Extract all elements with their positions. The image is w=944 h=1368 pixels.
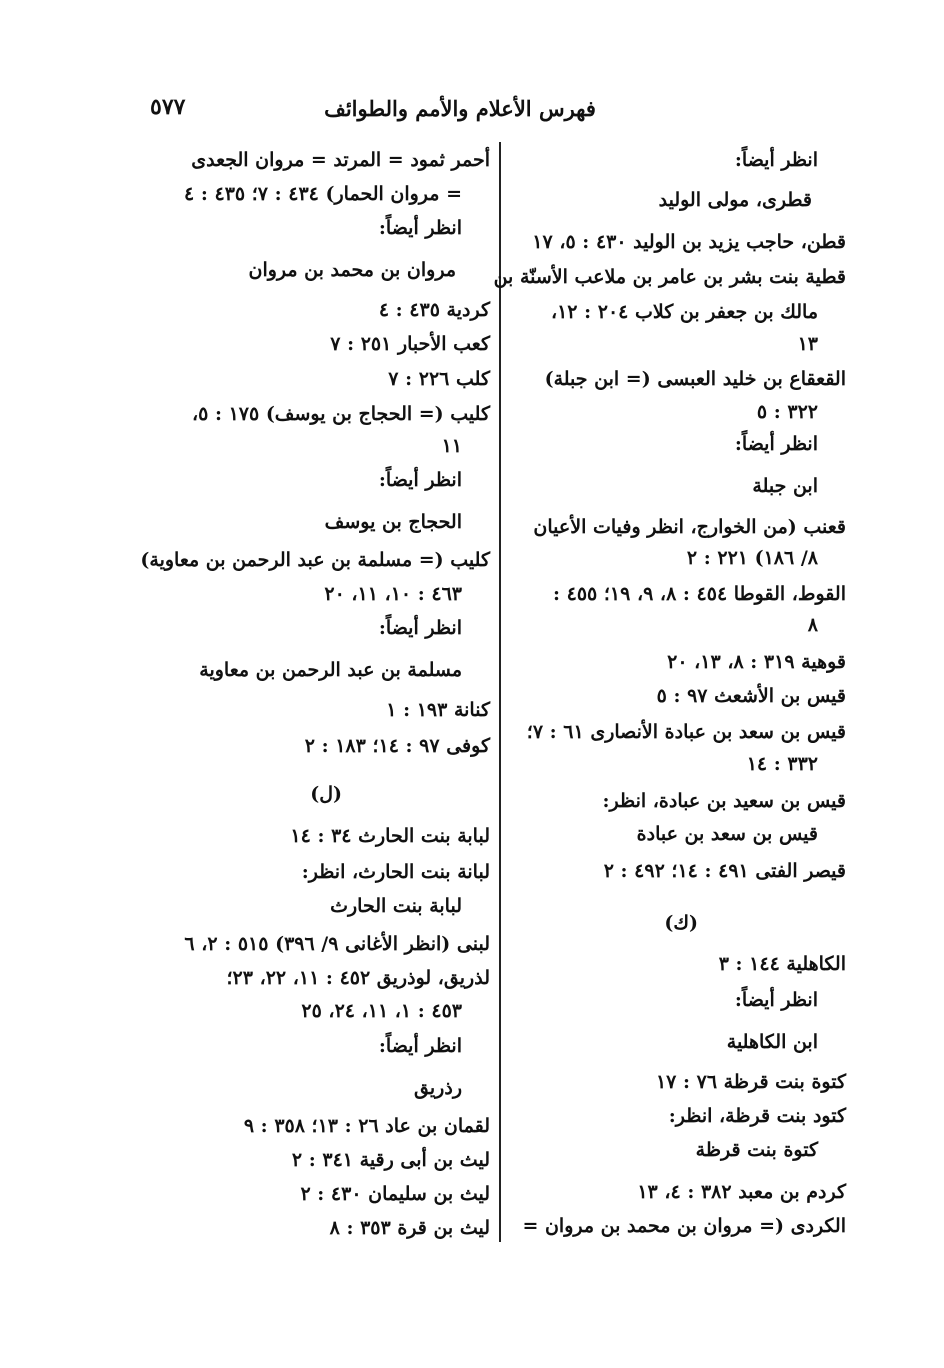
index-entry: انظر أيضاً: — [378, 217, 462, 239]
index-entry: انظر أيضاً: — [378, 617, 462, 639]
index-entry: أحمر ثمود = المرتد = مروان الجعدى — [191, 149, 490, 171]
index-entry: ٤٦٣ : ١٠، ١١، ٢٠ — [324, 583, 462, 605]
index-entry: مالك بن جعفر بن كلاب ٢٠٤ : ١٢، — [550, 301, 818, 323]
section-letter-lam: (ل) — [310, 783, 342, 805]
index-entry: ليث بن قرة ٣٥٣ : ٨ — [329, 1217, 490, 1239]
index-entry: كردم بن معبد ٣٨٢ : ٤، ١٣ — [637, 1181, 846, 1203]
index-entry: قيس بن سعيد بن عبادة، انظر: — [602, 790, 846, 812]
index-entry: الكاهلية ١٤٤ : ٣ — [718, 953, 846, 975]
index-entry: القوط، القوطا ٤٥٤ : ٨، ٩، ١٩؛ ٤٥٥ : — [553, 583, 846, 605]
page-number: ٥٧٧ — [150, 94, 186, 120]
index-entry: ١٣ — [797, 333, 818, 355]
index-entry: الحجاج بن يوسف — [324, 511, 462, 533]
index-entry: ٨/ ١٨٦) ٢٢١ : ٢ — [686, 547, 818, 569]
column-divider — [499, 142, 501, 1242]
index-entry: قيصر الفتى ٤٩١ : ١٤؛ ٤٩٢ : ٢ — [603, 860, 846, 882]
index-entry: كليب (= مسلمة بن عبد الرحمن بن معاوية) — [140, 549, 490, 571]
index-entry: كوفى ٩٧ : ١٤؛ ١٨٣ : ٢ — [304, 735, 490, 757]
index-entry: = مروان الحمار) ٤٣٤ : ٧؛ ٤٣٥ : ٤ — [184, 183, 462, 205]
section-letter-kaf: (ك) — [664, 912, 698, 934]
index-entry: ابن الكاهلية — [726, 1031, 818, 1053]
index-entry: ابن جبلة — [752, 475, 818, 497]
index-entry: رذريق — [414, 1077, 462, 1099]
index-entry: لذريق، لوذريق ٤٥٢ : ١١، ٢٢، ٢٣؛ — [226, 967, 490, 989]
index-entry: كلب ٢٢٦ : ٧ — [388, 368, 490, 390]
index-entry: لبنى (انظر الأغانى ٩/ ٣٩٦) ٥١٥ : ٢، ٦ — [184, 933, 490, 955]
index-entry: كتود بنت قرظة، انظر: — [668, 1105, 846, 1127]
index-entry: قيس بن سعد بن عبادة — [636, 823, 818, 845]
index-entry: انظر أيضاً: — [378, 469, 462, 491]
index-entry: مروان بن محمد بن مروان — [248, 259, 456, 281]
index-entry: القعقاع بن خليد العبسى (= ابن جبلة) — [544, 368, 846, 390]
index-entry: ٤٥٣ : ١، ١١، ٢٤، ٢٥ — [301, 1000, 462, 1022]
index-entry: قطية بنت بشر بن عامر بن ملاعب الأسنّة بن — [493, 266, 846, 288]
index-entry: ليث بن سليمان ٤٣٠ : ٢ — [300, 1183, 490, 1205]
index-entry: قطن، حاجب يزيد بن الوليد ٤٣٠ : ٥، ١٧ — [532, 231, 846, 253]
index-entry: قطرى، مولى الوليد — [658, 189, 812, 211]
index-entry: الكردى (= مروان بن محمد بن مروان = — [522, 1215, 846, 1237]
index-entry: كنانة ١٩٣ : ١ — [386, 699, 490, 721]
index-entry: كليب (= الحجاج بن يوسف) ١٧٥ : ٥، — [191, 403, 490, 425]
index-entry: قعنب (من الخوارج، انظر وفيات الأعيان — [533, 516, 846, 538]
index-entry: كتوة بنت قرظة — [695, 1139, 818, 1161]
index-entry: لبانة بنت الحارث، انظر: — [301, 861, 490, 883]
index-entry: مسلمة بن عبد الرحمن بن معاوية — [199, 659, 462, 681]
index-entry: ٣٢٢ : ٥ — [756, 401, 818, 423]
running-header-title: فهرس الأعلام والأمم والطوائف — [324, 96, 596, 121]
index-entry: كتوة بنت قرظة ٧٦ : ١٧ — [655, 1071, 846, 1093]
index-entry: ليث بن أبى رقية ٣٤١ : ٢ — [291, 1149, 490, 1171]
index-entry: لبابة بنت الحارث ٣٤ : ١٤ — [290, 825, 490, 847]
index-entry: قيس بن الأشعث ٩٧ : ٥ — [656, 685, 846, 707]
index-entry: ٨ — [807, 614, 818, 636]
index-entry: ٣٣٢ : ١٤ — [746, 753, 818, 775]
index-entry: ١١ — [441, 435, 462, 457]
index-entry: قيس بن سعد بن عبادة الأنصارى ٦١ : ٧؛ — [526, 721, 846, 743]
index-entry: انظر أيضاً: — [734, 433, 818, 455]
index-entry: انظر أيضاً: — [378, 1035, 462, 1057]
index-entry: كردية ٤٣٥ : ٤ — [378, 299, 490, 321]
index-entry: لقمان بن عاد ٢٦ : ١٣؛ ٣٥٨ : ٩ — [243, 1115, 490, 1137]
index-entry: انظر أيضاً: — [734, 149, 818, 171]
index-entry: قوهية ٣١٩ : ٨، ١٣، ٢٠ — [667, 651, 846, 673]
index-entry: انظر أيضاً: — [734, 989, 818, 1011]
index-entry: لبابة بنت الحارث — [330, 895, 462, 917]
index-entry: كعب الأحبار ٢٥١ : ٧ — [330, 333, 490, 355]
